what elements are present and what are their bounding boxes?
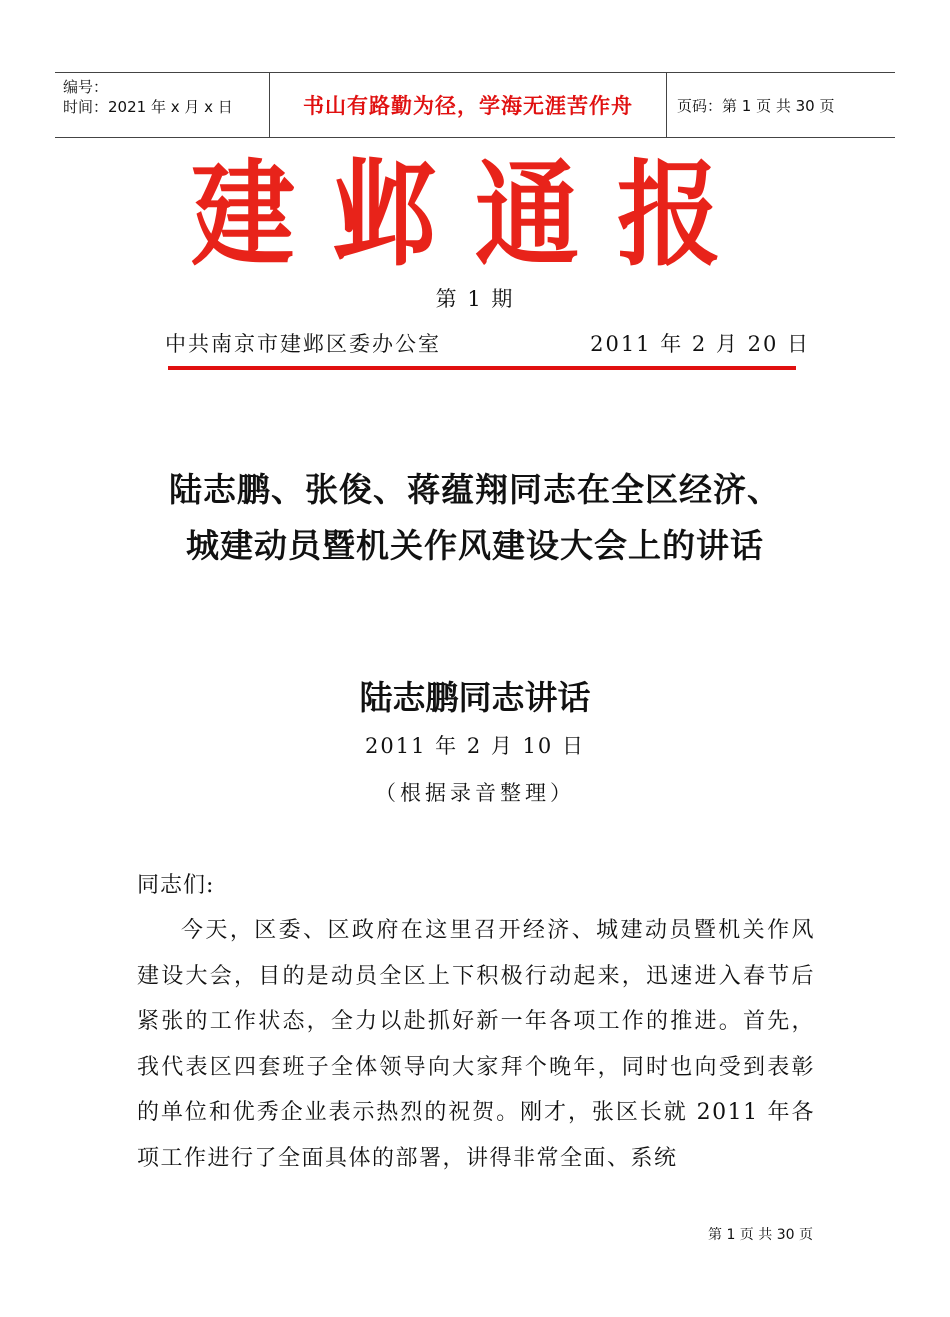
header-table [55, 72, 895, 138]
speech-date: 2011 年 2 月 10 日 [365, 734, 585, 758]
speech-title: 陆志鹏同志讲话 [359, 678, 591, 717]
issue-date: 2011 年 2 月 20 日 [590, 332, 810, 356]
header-page-info: 页码：第 1 页 共 30 页 [677, 96, 835, 115]
time-label: 时间：2021 年 x 月 x 日 [63, 98, 233, 116]
salutation: 同志们: [137, 873, 215, 898]
document-title [100, 462, 850, 574]
body-paragraph: 今天，区委、区政府在这里召开经济、城建动员暨机关作风建设大会，目的是动员全区上下积极行动起来，迅速进入春节后紧张的工作状态，全力以赴抓好新一年各项工作的推进。首先，我代表区四套班子全体领导向大家拜个晚年，同时也向受到表彰的单位和优秀企业表示热烈的祝贺。刚才，张区长就 2011 年各项工作进行了全面具体的部署，讲得非常全面、系统 [137, 918, 815, 1171]
title-line-2: 城建动员暨机关作风建设大会上的讲话 [186, 526, 764, 565]
issue-number: 第 1 期 [435, 287, 515, 311]
motto-text: 书山有路勤为径，学海无涯苦作舟 [303, 94, 633, 118]
header-motto [269, 73, 667, 137]
number-label: 编号： [63, 78, 109, 96]
org-line [165, 328, 810, 358]
speech-note: （根据录音整理） [375, 781, 575, 805]
title-line-1: 陆志鹏、张俊、蒋蕴翔同志在全区经济、 [169, 470, 781, 509]
org-name: 中共南京市建邺区委办公室 [165, 332, 441, 356]
red-divider [168, 366, 796, 370]
page-footer: 第 1 页 共 30 页 [708, 1227, 813, 1243]
header-meta [55, 73, 269, 137]
masthead-title: 建邺通报 [190, 146, 759, 283]
